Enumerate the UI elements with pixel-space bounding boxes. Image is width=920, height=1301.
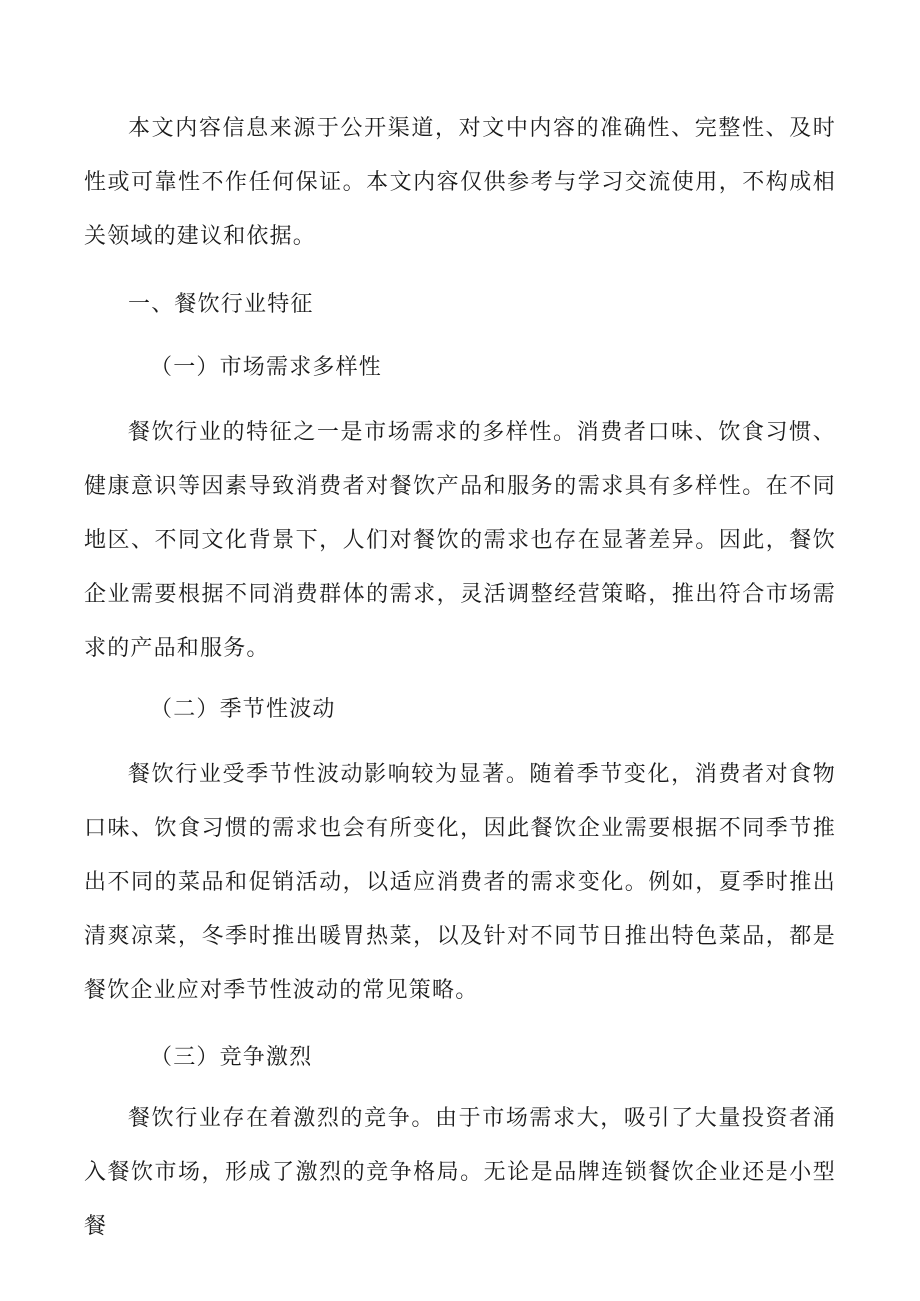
- subsection-title-competition: （三）竞争激烈: [150, 1045, 313, 1070]
- subsection-title-market-demand: （一）市场需求多样性: [150, 355, 383, 380]
- competition-paragraph: 餐饮行业存在着激烈的竞争。由于市场需求大，吸引了大量投资者涌入餐饮市场，形成了激烈的竞争格局。无论是品牌连锁餐饮企业还是小型餐: [84, 1106, 836, 1239]
- subsection-title-seasonal: （二）季节性波动: [150, 697, 336, 722]
- section-title-industry-features: 一、餐饮行业特征: [128, 292, 314, 317]
- seasonal-paragraph: 餐饮行业受季节性波动影响较为显著。随着季节变化，消费者对食物口味、饮食习惯的需求也会有所变化，因此餐饮企业需要根据不同季节推出不同的菜品和促销活动，以适应消费者的需求变化。例如，夏季时推出清爽凉菜，冬季时推出暖胃热菜，以及针对不同节日推出特色菜品，都是餐饮企业应对季节性波动的常见策略。: [84, 762, 836, 1003]
- market-demand-paragraph: 餐饮行业的特征之一是市场需求的多样性。消费者口味、饮食习惯、健康意识等因素导致消费者对餐饮产品和服务的需求具有多样性。在不同地区、不同文化背景下，人们对餐饮的需求也存在显著差异。因此，餐饮企业需要根据不同消费群体的需求，灵活调整经营策略，推出符合市场需求的产品和服务。: [84, 420, 836, 661]
- disclaimer-paragraph: 本文内容信息来源于公开渠道，对文中内容的准确性、完整性、及时性或可靠性不作任何保证。本文内容仅供参考与学习交流使用，不构成相关领域的建议和依据。: [84, 116, 836, 249]
